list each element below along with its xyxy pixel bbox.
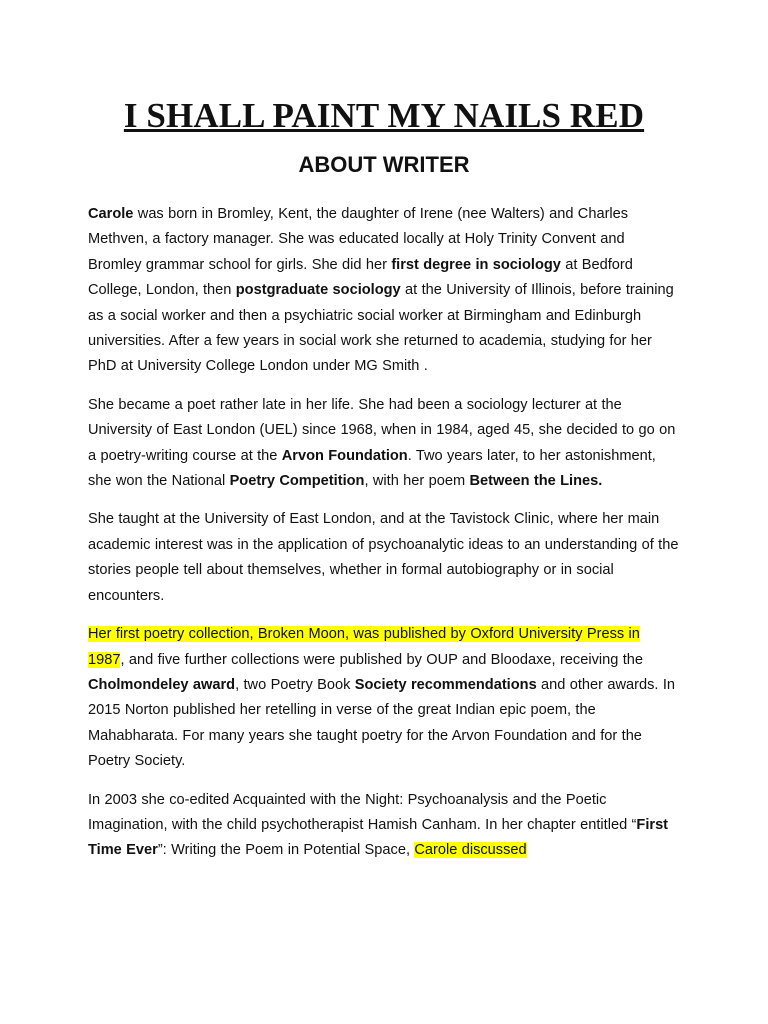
body-text: was born in Bromley, Kent, the daughter of Irene (nee Walters) and Charles Methven, a factory manager. She was educated locally at Holy Trinity Convent and Bromley grammar school for girls. She did her [88, 206, 629, 273]
bold-text: first degree in sociology [391, 256, 561, 273]
paragraph-collections [88, 622, 680, 774]
paragraph-early-life [88, 202, 680, 380]
document-title: I SHALL PAINT MY NAILS RED [123, 96, 645, 135]
body-text: , and five further collections were published by OUP and Bloodaxe, receiving the [120, 651, 643, 668]
body-text: , with her poem [364, 473, 470, 490]
body-text: She taught at the University of East London, and at the Tavistock Clinic, where her main academic interest was in the application of psychoanalytic ideas to an understanding of the stories people tell about themselves, whether in formal autobiography or in social encounters. [88, 511, 679, 604]
body-text: and other awards. In 2015 Norton published her retelling in verse of the great Indian epic poem, the Mahabharata. For many years she taught poetry for the Arvon Foundation and for the Poetry Society. [88, 676, 675, 770]
bold-text: Arvon Foundation [281, 447, 408, 464]
body-text: In 2003 she co-edited Acquainted with the Night: Psychoanalysis and the Poetic Imagination, with the child psychotherapist Hamish Canham. In her chapter entitled “ [88, 791, 637, 833]
highlighted-text: Carole discussed [414, 842, 527, 859]
bold-text: Cholmondeley award [88, 676, 236, 693]
section-heading: ABOUT WRITER [298, 152, 470, 177]
paragraph-teaching [88, 507, 680, 609]
body-text: at the University of Illinois, before training as a social worker and then a psychiatric social worker at Birmingham and Edinburgh universities. After a few years in social work she returned to academia, studying for her PhD at University College London under MG Smith . [88, 282, 674, 375]
bold-text: Society recommendations [354, 676, 537, 693]
bold-text: Between the Lines. [469, 473, 603, 490]
paragraph-poet [88, 393, 680, 495]
body-text: She became a poet rather late in her life. She had been a sociology lecturer at the University of East London (UEL) since 1968, when in 1984, aged 45, she decided to go on a poetry-writing course at the [88, 396, 676, 464]
paragraph-coedited [88, 788, 680, 864]
body-text: at Bedford College, London, then [88, 256, 633, 299]
bold-text: Poetry Competition [229, 473, 365, 490]
body-text: , two Poetry Book [235, 676, 355, 693]
highlighted-text: Her first poetry collection, Broken Moon, was published by Oxford University Press in 1987 [88, 626, 640, 668]
bold-text: Carole [88, 206, 134, 222]
bold-text: postgraduate sociology [235, 282, 401, 299]
body-text: ”: Writing the Poem in Potential Space, [157, 842, 415, 859]
bold-text: First Time Ever [88, 816, 669, 859]
body-text: . Two years later, to her astonishment, she won the National [88, 447, 656, 490]
